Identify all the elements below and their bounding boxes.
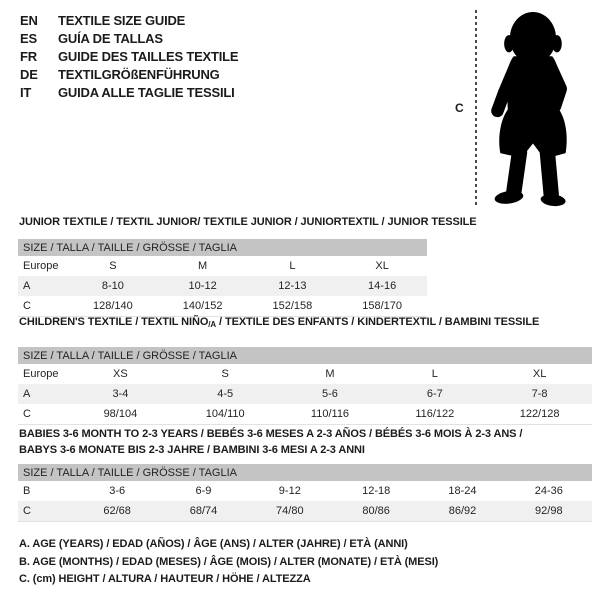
table-row <box>18 364 592 384</box>
size-cell: XS <box>113 368 128 380</box>
size-cell: 74/80 <box>276 505 304 517</box>
size-header-band: SIZE / TALLA / TAILLE / GRÖSSE / TAGLIA <box>18 347 592 364</box>
size-header-row <box>18 239 427 256</box>
babies-section-title <box>19 426 522 458</box>
size-cell: 128/140 <box>92 300 133 312</box>
row-label: B <box>23 485 31 497</box>
height-measure-label: C <box>455 101 464 115</box>
language-row <box>20 84 238 102</box>
guide-title: TEXTILGRÖßENFÜHRUNG <box>58 67 220 82</box>
size-cell: 4-5 <box>217 388 234 400</box>
children-title-subscript: /A <box>208 320 217 329</box>
size-cell: 140/152 <box>182 300 223 312</box>
language-row <box>20 12 238 30</box>
size-cell: 98/104 <box>103 408 138 420</box>
size-cell: 8-10 <box>101 280 124 292</box>
table-row <box>18 384 592 404</box>
size-cell: 3-4 <box>112 388 129 400</box>
footnotes <box>19 536 438 589</box>
row-label: C <box>23 300 31 312</box>
size-header-band: SIZE / TALLA / TAILLE / GRÖSSE / TAGLIA <box>18 464 592 481</box>
language-code: FR <box>20 49 37 64</box>
language-row <box>20 66 238 84</box>
size-cell: S <box>109 260 117 272</box>
size-cell: 80/86 <box>362 505 390 517</box>
junior-size-table <box>18 239 427 317</box>
size-cell: 86/92 <box>448 505 477 517</box>
row-label: C <box>23 408 31 420</box>
size-cell: 18-24 <box>448 485 477 497</box>
table-row <box>18 404 592 425</box>
height-dashed-line <box>475 10 477 206</box>
table-row <box>18 296 427 317</box>
size-cell: M <box>198 260 208 272</box>
size-cell: 3-6 <box>109 485 126 497</box>
size-cell: 62/68 <box>103 505 131 517</box>
guide-title: GUIDE DES TAILLES TEXTILE <box>58 49 239 64</box>
language-code: ES <box>20 31 37 46</box>
size-cell: 152/158 <box>272 300 313 312</box>
size-cell: XL <box>375 260 389 272</box>
row-label: A <box>23 280 31 292</box>
size-cell: 7-8 <box>531 388 548 400</box>
size-cell: 24-36 <box>534 485 563 497</box>
size-cell: 10-12 <box>188 280 217 292</box>
babies-title-line2: BABYS 3-6 MONATE BIS 2-3 JAHRE / BAMBINI 3-6 MESI A 2-3 ANNI <box>19 444 365 456</box>
language-code: EN <box>20 13 38 28</box>
size-cell: 12-13 <box>278 280 307 292</box>
table-row <box>18 256 427 276</box>
guide-title: GUIDA ALLE TAGLIE TESSILI <box>58 85 235 100</box>
size-header-row <box>18 347 592 364</box>
size-cell: S <box>221 368 229 380</box>
babies-title-line1: BABIES 3-6 MONTH TO 2-3 YEARS / BEBÉS 3-6 MESES A 2-3 AÑOS / BÉBÉS 3-6 MOIS À 2-3 ANS / <box>19 428 523 440</box>
size-cell: 116/122 <box>415 408 455 420</box>
size-cell: L <box>289 260 296 272</box>
children-title-pre: CHILDREN'S TEXTILE / TEXTIL NIÑO <box>19 316 209 328</box>
size-cell: M <box>325 368 335 380</box>
table-row <box>18 276 427 296</box>
language-code: DE <box>20 67 38 82</box>
size-cell: 68/74 <box>189 505 218 517</box>
size-cell: 12-18 <box>362 485 391 497</box>
language-row <box>20 48 238 66</box>
size-cell: 104/110 <box>205 408 245 420</box>
children-section-title <box>19 316 539 328</box>
row-label: Europe <box>23 260 59 272</box>
junior-section-title: JUNIOR TEXTILE / TEXTIL JUNIOR/ TEXTILE JUNIOR / JUNIORTEXTIL / JUNIOR TESSILE <box>19 216 477 228</box>
language-row <box>20 30 238 48</box>
children-title-post: / TEXTILE DES ENFANTS / KINDERTEXTIL / BAMBINI TESSILE <box>216 316 540 328</box>
footnote-height: C. (cm) HEIGHT / ALTURA / HAUTEUR / HÖHE / ALTEZZA <box>19 573 311 585</box>
size-cell: 5-6 <box>322 388 338 400</box>
size-cell: 158/170 <box>362 300 402 312</box>
toddler-silhouette-icon <box>484 6 580 212</box>
row-label: Europe <box>23 368 59 380</box>
size-header-band: SIZE / TALLA / TAILLE / GRÖSSE / TAGLIA <box>18 239 427 256</box>
language-header <box>20 12 238 102</box>
footnote-age-months: B. AGE (MONTHS) / EDAD (MESES) / ÂGE (MOIS) / ALTER (MONATE) / ETÀ (MESI) <box>19 555 439 568</box>
babies-size-table <box>18 464 592 522</box>
language-code: IT <box>20 85 32 100</box>
table-row <box>18 481 592 501</box>
row-label: C <box>23 505 31 517</box>
children-size-table <box>18 347 592 425</box>
footnote-age-years: A. AGE (YEARS) / EDAD (AÑOS) / ÂGE (ANS) / ALTER (JAHRE) / ETÀ (ANNI) <box>19 538 408 550</box>
size-cell: L <box>431 368 438 380</box>
guide-title: GUÍA DE TALLAS <box>58 31 163 46</box>
size-cell: 6-9 <box>195 485 212 497</box>
table-row <box>18 501 592 522</box>
size-cell: 6-7 <box>426 388 443 400</box>
size-cell: 110/116 <box>310 408 350 420</box>
size-header-row <box>18 464 592 481</box>
guide-title: TEXTILE SIZE GUIDE <box>58 13 186 28</box>
size-cell: 9-12 <box>278 485 301 497</box>
row-label: A <box>23 388 31 400</box>
size-cell: 14-16 <box>368 280 397 292</box>
size-cell: 122/128 <box>519 408 560 420</box>
size-cell: XL <box>532 368 547 380</box>
size-cell: 92/98 <box>535 505 563 517</box>
